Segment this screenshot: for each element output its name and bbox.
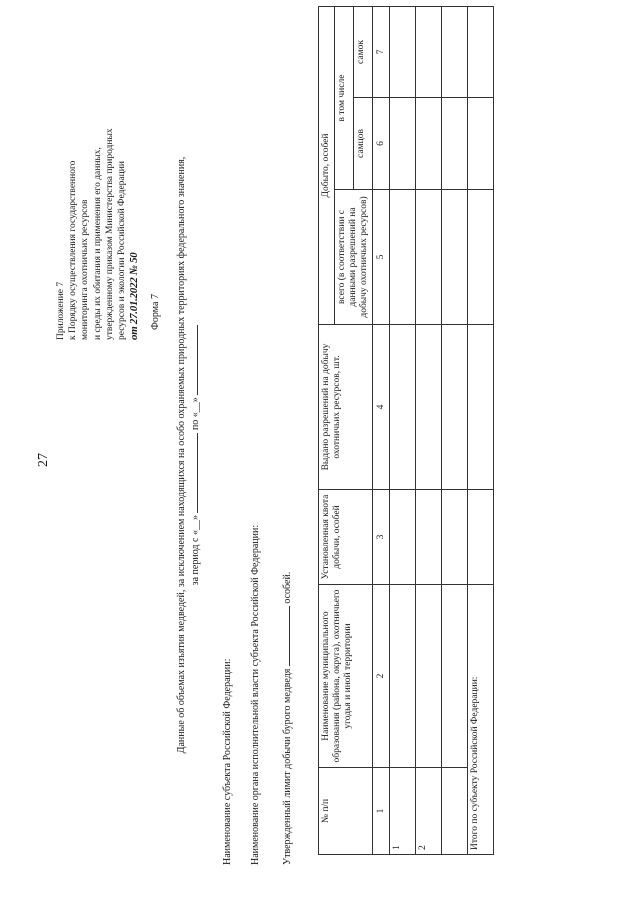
bear-limit-blank bbox=[280, 606, 290, 666]
table-cell bbox=[416, 190, 442, 325]
total-label: Итого по субъекту Российской Федерации: bbox=[468, 585, 494, 855]
table-cell bbox=[442, 490, 468, 585]
table-cell bbox=[416, 7, 442, 98]
appendix-line: утвержденному приказом Министерства природных bbox=[104, 128, 115, 340]
table-row bbox=[416, 7, 442, 855]
table-cell bbox=[468, 98, 494, 190]
table-cell bbox=[416, 490, 442, 585]
table-cell bbox=[468, 190, 494, 325]
table-cell bbox=[416, 325, 442, 490]
period-from-blank bbox=[188, 433, 198, 513]
column-number: 1 bbox=[373, 768, 390, 855]
table-cell bbox=[442, 325, 468, 490]
table-cell bbox=[390, 98, 416, 190]
form-label: Форма 7 bbox=[150, 294, 161, 330]
table-header-row bbox=[319, 7, 335, 855]
row-number bbox=[442, 768, 468, 855]
table-row bbox=[442, 7, 468, 855]
header-num: № п/п bbox=[319, 768, 373, 855]
appendix-line: и среды их обитания и применения его данных, bbox=[92, 147, 103, 340]
table-cell bbox=[442, 7, 468, 98]
page-number: 27 bbox=[36, 453, 51, 467]
table-cell bbox=[468, 7, 494, 98]
header-municipality: Наименование муниципального образования (района, округа), охотничьего угодья и иной территории bbox=[319, 585, 373, 768]
table-row bbox=[390, 7, 416, 855]
appendix-line: мониторинга охотничьих ресурсов bbox=[80, 199, 91, 340]
document-title bbox=[175, 45, 202, 865]
column-number: 6 bbox=[373, 98, 390, 190]
appendix-line: ресурсов и экологии Российской Федерации bbox=[117, 161, 128, 340]
header-including: в том числе bbox=[335, 7, 354, 190]
period-to-blank bbox=[188, 325, 198, 395]
column-number: 7 bbox=[373, 7, 390, 98]
column-number: 2 bbox=[373, 585, 390, 768]
table-cell bbox=[442, 585, 468, 768]
table-cell bbox=[390, 325, 416, 490]
subject-name-label: Наименование субъекта Российской Федерации: bbox=[222, 658, 233, 865]
table-cell bbox=[468, 325, 494, 490]
appendix-line: Приложение 7 bbox=[56, 281, 66, 340]
table-cell bbox=[468, 490, 494, 585]
authority-name-field bbox=[250, 525, 261, 865]
table-total-row bbox=[468, 7, 494, 855]
header-quota: Установленная квота добычи, особей bbox=[319, 490, 373, 585]
bear-limit-label: Утвержденный лимит добычи бурого медведя bbox=[282, 668, 293, 865]
title-line: Данные об объемах изъятия медведей, за исключением находящихся на особо охраняемых природных территориях федерального значения, bbox=[176, 156, 187, 754]
row-number: 1 bbox=[390, 768, 416, 855]
header-permits: Выдано разрешений на добычу охотничьих ресурсов, шт. bbox=[319, 325, 373, 490]
period-to-label: по «__» bbox=[190, 397, 201, 431]
appendix-block bbox=[55, 10, 140, 340]
appendix-line: к Порядку осуществления государственного bbox=[68, 160, 79, 340]
column-number: 4 bbox=[373, 325, 390, 490]
column-number: 5 bbox=[373, 190, 390, 325]
authority-name-label: Наименование органа исполнительной власти субъекта Российской Федерации: bbox=[250, 524, 261, 865]
table-cell bbox=[390, 190, 416, 325]
header-females: самок bbox=[354, 7, 373, 98]
bear-limit-unit: особей. bbox=[282, 571, 293, 604]
period-from-label: за период с «__» bbox=[190, 515, 201, 586]
table-cell bbox=[416, 98, 442, 190]
title-period-line bbox=[188, 45, 202, 865]
appendix-date-number: от 27.01.2022 № 50 bbox=[128, 252, 141, 340]
table-cell bbox=[390, 7, 416, 98]
header-males: самцов bbox=[354, 98, 373, 190]
bear-limit-field bbox=[280, 572, 293, 865]
table-cell bbox=[390, 585, 416, 768]
header-total: всего (в соответствии с данными разрешений на добычу охотничьих ресурсов) bbox=[335, 190, 373, 325]
table-cell bbox=[442, 190, 468, 325]
harvest-table bbox=[318, 6, 494, 855]
header-harvested: Добыто, особей bbox=[319, 7, 335, 325]
column-number-row bbox=[373, 7, 390, 855]
column-number: 3 bbox=[373, 490, 390, 585]
table-cell bbox=[416, 585, 442, 768]
table-cell bbox=[442, 98, 468, 190]
subject-name-field bbox=[222, 659, 233, 865]
row-number: 2 bbox=[416, 768, 442, 855]
table-cell bbox=[390, 490, 416, 585]
